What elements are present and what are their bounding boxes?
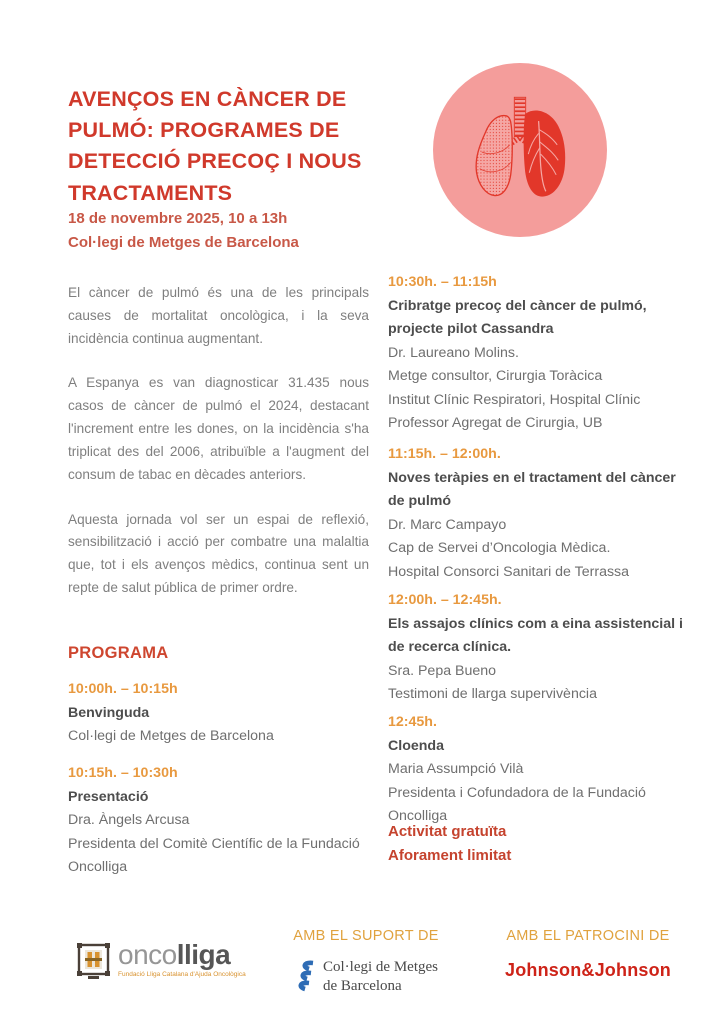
lungs-icon — [458, 88, 582, 212]
session-line: Col·legi de Metges de Barcelona — [68, 728, 274, 745]
session-line: Presidenta del Comitè Científic de la Fundació Oncolliga — [68, 835, 360, 876]
session-line: Maria Assumpció Vilà — [388, 761, 524, 778]
session-time: 11:15h. – 12:00h. — [388, 446, 501, 462]
comb-serpent-icon — [294, 958, 316, 996]
session-title: Presentació — [68, 788, 149, 805]
session-time: 10:30h. – 11:15h — [388, 274, 497, 290]
session-time: 12:00h. – 12:45h. — [388, 592, 502, 608]
oncolliga-wordmark — [118, 940, 246, 978]
event-date-location — [68, 207, 299, 255]
session-line: Hospital Consorci Sanitari de Terrassa — [388, 563, 630, 580]
oncolliga-emblem-icon — [76, 940, 112, 982]
session-noves-terapies — [388, 443, 688, 584]
oncolliga-tagline: Fundació Lliga Catalana d'Ajuda Oncològica — [118, 971, 246, 979]
session-cloenda — [388, 711, 688, 829]
session-line: Dra. Àngels Arcusa — [68, 812, 190, 829]
intro-paragraph: Aquesta jornada vol ser un espai de reflexió, sensibilització i acció per combatre una malaltia que, tot i els avenços mèdics, continua sent un repte de salut pública de primer ordre. — [68, 511, 369, 596]
lungs-badge — [433, 63, 607, 237]
oncolliga-name: oncolliga — [118, 939, 231, 970]
sponsor-label: AMB EL PATROCINI DE — [506, 928, 670, 944]
session-title: Els assajos clínics com a eina assistencial i de recerca clínica. — [388, 615, 683, 656]
session-cribratge — [388, 271, 688, 436]
session-line: Metge consultor, Cirurgia Toràcica — [388, 368, 603, 385]
session-presentacio — [68, 762, 369, 880]
title-line: DETECCIÓ PRECOÇ I NOUS — [68, 149, 362, 174]
session-line: Cap de Servei d’Oncologia Mèdica. — [388, 540, 611, 557]
comb-logo — [282, 958, 450, 996]
session-title: Noves teràpies en el tractament del càncer de pulmó — [388, 469, 676, 510]
note-limited-capacity: Aforament limitat — [388, 847, 512, 864]
intro-paragraph: A Espanya es van diagnosticar 31.435 nous casos de càncer de pulmó el 2024, destacant l'increment entre les dones, on la incidència s'ha triplicat des del 2006, atribuïble a l'augment del consum de tabac en dècades anteriors. — [68, 375, 369, 482]
session-title: Cloenda — [388, 737, 444, 754]
session-title: Benvinguda — [68, 704, 150, 721]
session-line: Institut Clínic Respiratori, Hospital Clínic — [388, 391, 641, 408]
title-line: AVENÇOS EN CÀNCER DE — [68, 87, 347, 111]
support-block — [282, 928, 450, 996]
session-time: 10:15h. – 10:30h — [68, 765, 178, 781]
comb-name: Col·legi de Metges de Barcelona — [323, 959, 438, 994]
note-free-activity: Activitat gratuïta — [388, 823, 507, 840]
session-line: Dr. Marc Campayo — [388, 516, 507, 533]
intro-text — [68, 282, 369, 622]
oncolliga-logo — [76, 940, 246, 982]
session-line: Presidenta i Cofundadora de la Fundació Oncolliga — [388, 784, 646, 825]
session-time: 12:45h. — [388, 714, 437, 730]
session-title: Cribratge precoç del càncer de pulmó, projecte pilot Cassandra — [388, 297, 647, 338]
session-line: Professor Agregat de Cirurgia, UB — [388, 415, 603, 432]
event-date: 18 de novembre 2025, 10 a 13h — [68, 210, 288, 227]
event-location: Col·legi de Metges de Barcelona — [68, 234, 299, 251]
intro-paragraph: El càncer de pulmó és una de les principals causes de mortalitat oncològica, i la seva incidència continua augmentant. — [68, 285, 369, 346]
page-title — [68, 84, 398, 209]
title-line: TRACTAMENTS — [68, 180, 233, 205]
session-line: Testimoni de llarga supervivència — [388, 686, 597, 703]
session-time: 10:00h. – 10:15h — [68, 681, 178, 697]
johnson-johnson-logo: Johnson&Johnson — [505, 960, 671, 980]
title-line: PULMÓ: PROGRAMES DE — [68, 118, 340, 143]
program-heading: PROGRAMA — [68, 644, 169, 662]
session-line: Dr. Laureano Molins. — [388, 344, 519, 361]
session-benvinguda — [68, 678, 369, 749]
event-notes — [388, 820, 511, 868]
session-assajos-clinics — [388, 589, 688, 707]
session-line: Sra. Pepa Bueno — [388, 662, 497, 679]
sponsor-block — [488, 928, 688, 981]
support-label: AMB EL SUPORT DE — [293, 928, 439, 944]
